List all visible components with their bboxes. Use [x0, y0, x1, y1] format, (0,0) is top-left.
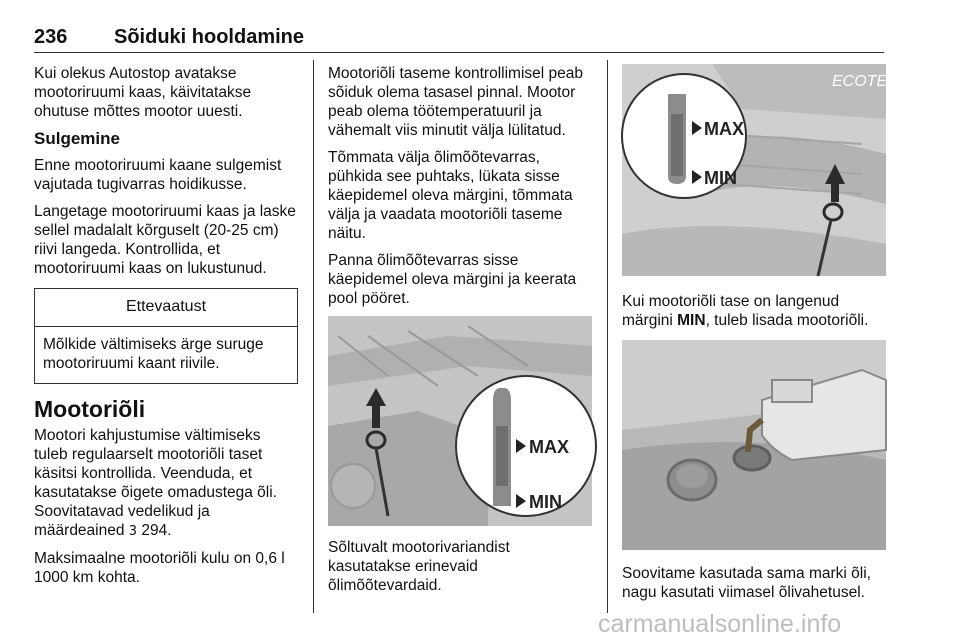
min-label: MIN: [704, 168, 737, 188]
section-heading-closing: Sulgemine: [34, 129, 120, 148]
oil-low-paragraph: Kui mootoriõli tase on langenud märgini MIN, tuleb lisada mootoriõli.: [622, 293, 869, 329]
dipstick-figure: [328, 316, 592, 526]
dipstick-illustration: [328, 316, 592, 526]
check-paragraph-2: Tõmmata välja õlimõõtevarras, pühkida see puhtaks, lükata sisse käepidemel oleva märgini, tõmmata välja ja vaadata mootoriõli taseme näitu.: [328, 149, 573, 242]
figure-caption: Sõltuvalt mootorivariandist kasutatakse erinevaid õlimõõtevardaid.: [328, 539, 510, 594]
page-reference[interactable]: 294.: [141, 522, 172, 539]
oil-refill-illustration: [622, 340, 886, 550]
max-label: MAX: [529, 437, 569, 457]
engine-brand-label: ECOTEC: [832, 73, 899, 90]
page-number: 236: [34, 26, 68, 48]
column-divider: [607, 60, 608, 613]
column-right: [622, 64, 899, 610]
warning-title: Ettevaatust: [35, 289, 297, 327]
page-header: [34, 24, 884, 53]
section-heading-engine-oil: Mootoriõli: [34, 396, 146, 422]
closing-paragraph-2: Langetage mootoriruumi kaas ja laske sellel madalalt kõrguselt (20-25 cm) riivi langeda. Kontrollida, et mootoriruumi kaas on lukustunud.: [34, 203, 296, 277]
check-paragraph-1: Mootoriõli taseme kontrollimisel peab sõiduk olema tasasel pinnal. Mootor peab olema töötemperatuuril ja vähemalt viis minutit välja lülitatud.: [328, 65, 584, 139]
oil-paragraph-2: Maksimaalne mootoriõli kulu on 0,6 l 1000 km kohta.: [34, 550, 285, 586]
closing-paragraph-1: Enne mootoriruumi kaane sulgemist vajutada tugivarras hoidikusse.: [34, 157, 282, 193]
page-reference-icon: 3: [128, 524, 138, 539]
column-left: [34, 64, 298, 595]
engine-bay-figure: [622, 64, 899, 276]
oil-paragraph-1: Mootori kahjustumise vältimiseks tuleb regulaarselt mootoriõli taset käsitsi kontrollida. Veenduda, et kasutatakse õigete omadustega õli. Soovitatavad vedelikud ja määrdeained 3 294.: [34, 427, 277, 539]
oil-refill-figure: [622, 340, 886, 550]
warning-box: [34, 288, 298, 384]
column-middle: [328, 64, 594, 603]
max-label: MAX: [704, 119, 744, 139]
warning-text: Mõlkide vältimiseks ärge suruge mootoriruumi kaant riivile.: [43, 336, 264, 372]
column-divider: [313, 60, 314, 613]
check-paragraph-3: Panna õlimõõtevarras sisse käepidemel oleva märgini ja keerata pool pööret.: [328, 252, 577, 307]
min-label: MIN: [529, 492, 562, 512]
watermark: carmanualsonline.info: [598, 610, 842, 638]
intro-paragraph: Kui olekus Autostop avatakse mootoriruumi kaas, käivitatakse ohutuse mõttes mootor uuesti.: [34, 65, 252, 120]
chapter-title: Sõiduki hooldamine: [114, 26, 305, 48]
recommendation-paragraph: Soovitame kasutada sama marki õli, nagu kasutati viimasel õlivahetusel.: [622, 565, 871, 601]
engine-dipstick-illustration: [622, 64, 899, 276]
